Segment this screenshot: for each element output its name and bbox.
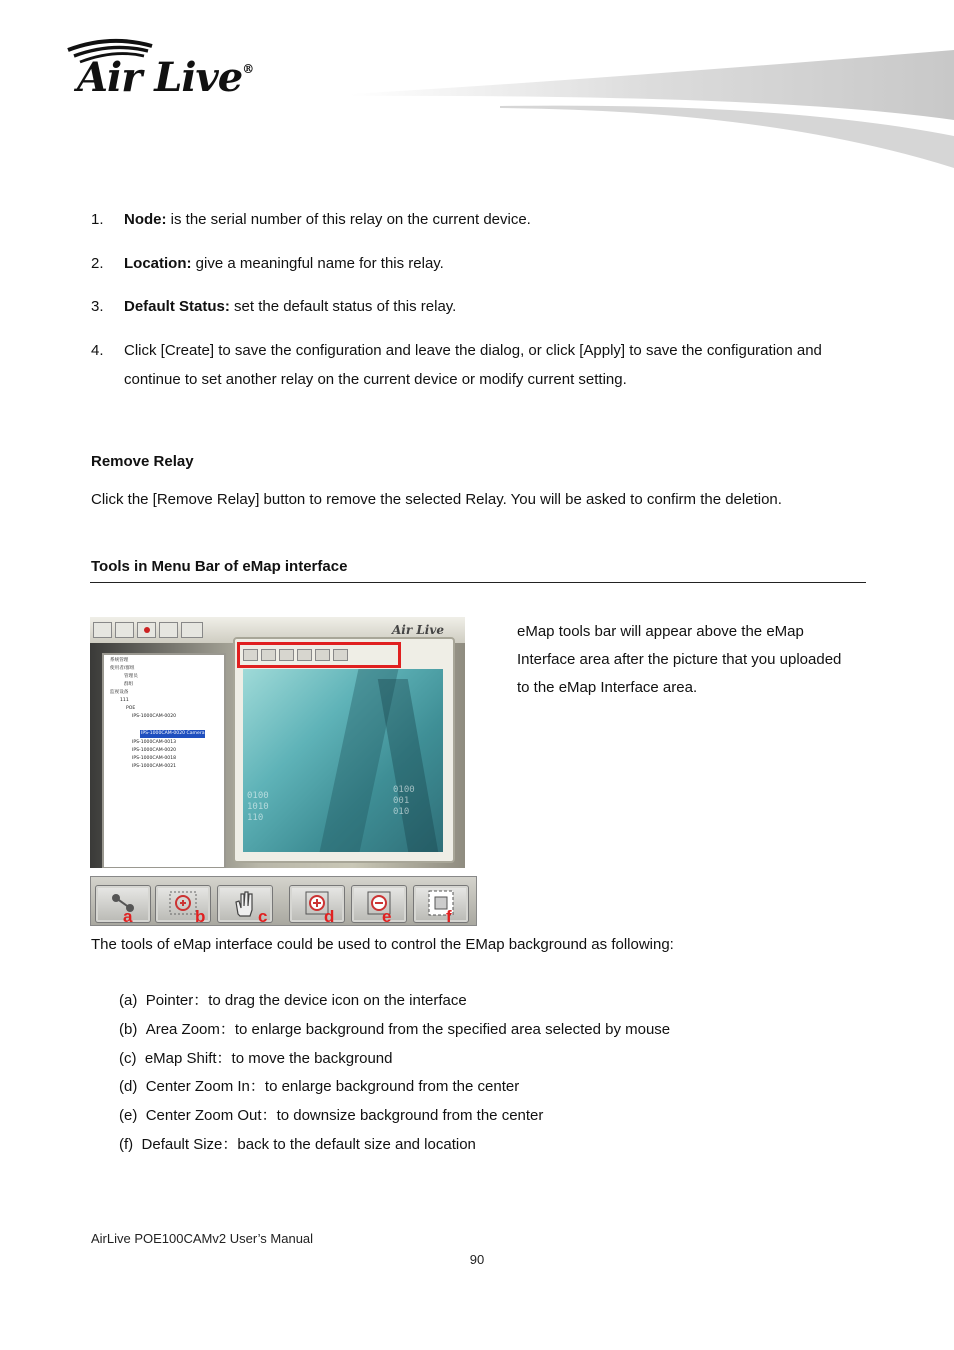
tree-item[interactable]: IPS-1000CAM-0021 <box>132 764 177 769</box>
map-digit-row: 110 <box>247 813 264 823</box>
side-text-line: Interface area after the picture that you uploaded <box>517 651 842 668</box>
step-label: Default Status: <box>124 298 230 315</box>
tool-letter: a <box>123 907 133 926</box>
list-key: (f) <box>119 1136 134 1153</box>
list-text: Area Zoom：to enlarge background from the specified area selected by mouse <box>145 1021 671 1038</box>
remove-relay-heading: Remove Relay <box>91 453 194 470</box>
emap-image <box>243 669 443 852</box>
step-text: is the serial number of this relay on the current device. <box>166 211 531 228</box>
alarm-icon <box>144 627 150 633</box>
header-swoosh <box>350 50 954 175</box>
tree-item[interactable]: IPS-1000CAM-0020 <box>132 714 177 719</box>
map-digit-row: 0100 <box>247 791 269 801</box>
center-zoom-out-tool-button[interactable] <box>351 885 407 923</box>
default-size-icon <box>414 886 468 922</box>
tree-item[interactable]: POE <box>126 706 136 711</box>
tree-item[interactable]: IPS-1000CAM-0020 Camera <box>141 731 205 736</box>
tools-intro: The tools of eMap interface could be used to control the EMap background as following: <box>91 936 674 953</box>
list-key: (c) <box>119 1050 137 1067</box>
map-digit-row: 1010 <box>247 802 269 812</box>
logo-registered: ® <box>242 62 254 76</box>
list-item <box>119 1077 519 1097</box>
zoom-in-icon <box>290 886 344 922</box>
emap-menu-buttons <box>93 622 205 638</box>
list-item <box>119 991 467 1011</box>
map-digits <box>393 785 415 818</box>
step-number: 3. <box>91 298 104 315</box>
zoom-out-icon <box>352 886 406 922</box>
menu-button[interactable] <box>181 622 203 638</box>
list-key: (a) <box>119 992 138 1009</box>
remove-relay-body: Click the [Remove Relay] button to remove the selected Relay. You will be asked to confirm the deletion. <box>91 491 782 508</box>
building-shape <box>378 679 439 852</box>
device-tree-panel <box>102 653 226 868</box>
step-label: Location: <box>124 255 192 272</box>
center-zoom-in-tool-button[interactable] <box>289 885 345 923</box>
step-text: give a meaningful name for this relay. <box>191 255 444 272</box>
step-label: Node: <box>124 211 167 228</box>
list-key: (e) <box>119 1107 138 1124</box>
footer-manual-title: AirLive POE100CAMv2 User’s Manual <box>91 1231 314 1246</box>
step-number: 2. <box>91 255 104 272</box>
step-item <box>124 297 456 317</box>
tree-item[interactable]: 使用者/群组 <box>110 666 135 671</box>
page-number: 90 <box>469 1252 485 1267</box>
map-digit-row: 0100 <box>393 785 415 795</box>
step-text: set the default status of this relay. <box>229 298 457 315</box>
step-number: 1. <box>91 211 104 228</box>
list-item <box>119 1106 543 1126</box>
toolbar-highlight-box <box>237 642 401 668</box>
section-divider <box>90 582 866 583</box>
emap-brand: Air Live <box>392 623 444 637</box>
emap-toolbar-image <box>90 876 477 926</box>
step-item: Click [Create] to save the configuration and leave the dialog, or click [Apply] to save the configuration and <box>124 342 822 359</box>
tool-letter: f <box>446 907 452 926</box>
device-tree <box>104 655 224 771</box>
step-number: 4. <box>91 342 104 359</box>
step-item <box>124 254 444 274</box>
tree-item[interactable]: 管理员 <box>124 674 138 679</box>
tool-letter: e <box>382 907 392 926</box>
map-digit-row: 001 <box>393 796 410 806</box>
logo-brand: Air Live <box>77 54 243 101</box>
tools-side-text <box>517 618 841 702</box>
tree-item[interactable]: 群组 <box>124 682 134 687</box>
tool-letter: b <box>195 907 206 926</box>
side-text-line: eMap tools bar will appear above the eMap <box>517 623 804 640</box>
list-item <box>119 1135 476 1155</box>
menu-button[interactable] <box>159 622 178 638</box>
menu-button[interactable] <box>137 622 156 638</box>
list-item <box>119 1020 670 1040</box>
list-text: Center Zoom In：to enlarge background from the center <box>145 1078 520 1095</box>
emap-frame <box>233 637 455 863</box>
list-text: Pointer：to drag the device icon on the interface <box>145 992 467 1009</box>
emap-screenshot <box>90 617 465 868</box>
side-text-line: to the eMap Interface area. <box>517 679 698 696</box>
default-size-tool-button[interactable] <box>413 885 469 923</box>
tree-item[interactable]: IPS-1000CAM-0020 <box>132 748 177 753</box>
map-digit-row: 010 <box>393 807 410 817</box>
tool-letter: d <box>324 907 335 926</box>
tree-item[interactable]: IPS-1000CAM-0018 <box>132 756 177 761</box>
map-digits <box>247 791 269 824</box>
list-text: Center Zoom Out：to downsize background from the center <box>145 1107 544 1124</box>
step-item-continued: continue to set another relay on the current device or modify current setting. <box>124 371 627 388</box>
header <box>0 0 954 180</box>
menu-button[interactable] <box>93 622 112 638</box>
menu-button[interactable] <box>115 622 134 638</box>
list-text: eMap Shift：to move the background <box>144 1050 393 1067</box>
tree-item[interactable]: 监视设备 <box>110 690 129 695</box>
list-key: (d) <box>119 1078 138 1095</box>
tree-item[interactable]: 系统管理 <box>110 658 129 663</box>
logo-text <box>77 54 253 101</box>
list-text: Default Size：back to the default size and location <box>141 1136 476 1153</box>
list-item <box>119 1049 392 1069</box>
step-item <box>124 210 531 230</box>
tools-heading: Tools in Menu Bar of eMap interface <box>91 558 348 575</box>
tree-item[interactable]: IPS-1000CAM-0013 <box>132 740 177 745</box>
tree-item[interactable]: 111 <box>120 698 129 703</box>
tool-letter: c <box>258 907 268 926</box>
list-key: (b) <box>119 1021 138 1038</box>
